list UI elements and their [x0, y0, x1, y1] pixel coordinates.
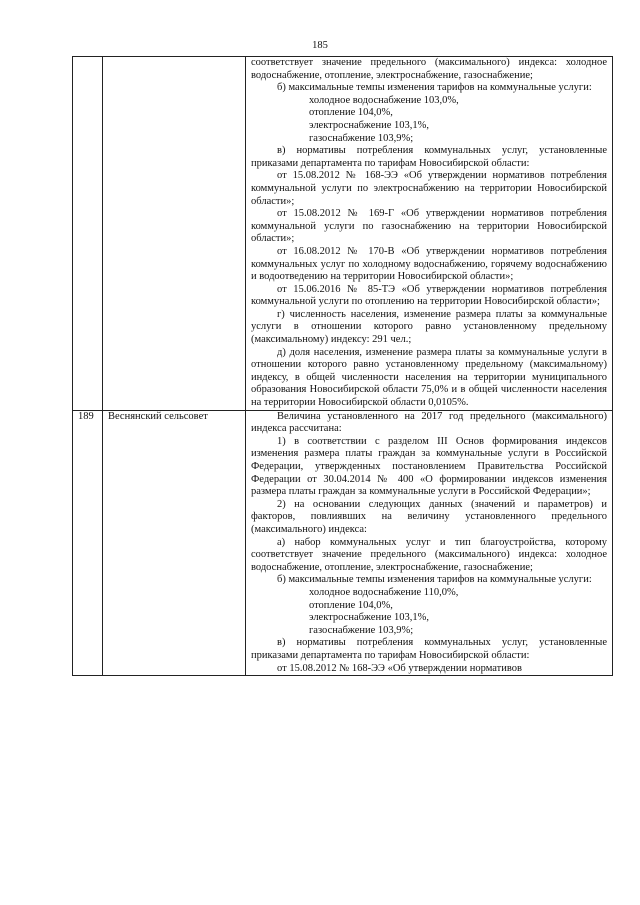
paragraph: г) численность населения, изменение размера платы за коммунальные услуги в отношении которого равно установленному предельному (максимальному) индексу: 291 чел.; [251, 308, 607, 346]
paragraph: от 15.08.2012 № 168-ЭЭ «Об утверждении нормативов [277, 662, 522, 674]
table-row [73, 410, 613, 675]
paragraph: д) доля населения, изменение размера платы за коммунальные услуги в отношении которого равно установленному предельному (максимальному) индексу, в общей численности населения на территории муниципального образования Новосибирской области 75,0% и в общей численности населения на территории Новосибирской области 0,0105%. [251, 346, 607, 409]
page-number: 185 [312, 40, 328, 51]
tariff-item: электроснабжение 103,1%, [309, 612, 429, 624]
paragraph: от 15.08.2012 № 168-ЭЭ «Об утверждении нормативов потребления коммунальной услуги по электроснабжению на территории Новосибирской области»; [251, 170, 607, 207]
municipality-name-cell: Веснянский сельсовет [103, 410, 246, 675]
justification-cell [246, 57, 613, 411]
paragraph: б) максимальные темпы изменения тарифов на коммунальные услуги: [277, 82, 592, 94]
table-row [73, 57, 613, 411]
tariff-item: отопление 104,0%, [309, 599, 393, 611]
tariff-item: газоснабжение 103,9%; [309, 624, 414, 636]
tariff-item: газоснабжение 103,9%; [309, 132, 414, 144]
paragraph: б) максимальные темпы изменения тарифов на коммунальные услуги: [277, 574, 592, 586]
tariff-item: холодное водоснабжение 110,0%, [309, 586, 459, 598]
paragraph: от 15.08.2012 № 169-Г «Об утверждении нормативов потребления коммунальной услуги по газоснабжению на территории Новосибирской области»; [251, 208, 607, 245]
paragraph: соответствует значение предельного (максимального) индекса: холодное водоснабжение, отопление, электроснабжение, газоснабжение; [251, 57, 607, 81]
municipality-name-cell [103, 57, 246, 411]
paragraph: в) нормативы потребления коммунальных услуг, установленные приказами департамента по тарифам Новосибирской области: [251, 145, 607, 169]
paragraph: 1) в соответствии с разделом III Основ формирования индексов изменения размера платы граждан за коммунальные услуги в Российской Федерации, утвержденных постановлением Правительства Российской Федерации от 30.04.2014 № 400 «О формировании индексов изменения размера платы граждан за коммунальные услуги в Российской Федерации»; [251, 435, 607, 498]
paragraph: Величина установленного на 2017 год предельного (максимального) индекса рассчитана: [251, 410, 607, 435]
paragraph: а) набор коммунальных услуг и тип благоустройства, которому соответствует значение предельного (максимального) индекса: холодное водоснабжение, отопление, электроснабжение, газоснабжение; [251, 536, 607, 573]
tariff-item: холодное водоснабжение 103,0%, [309, 94, 459, 106]
paragraph: в) нормативы потребления коммунальных услуг, установленные приказами департамента по тарифам Новосибирской области: [251, 637, 607, 661]
justification-cell [246, 410, 613, 675]
paragraph: от 16.08.2012 № 170-В «Об утверждении нормативов потребления коммунальных услуг по холодному водоснабжению, горячему водоснабжению и водоотведению на территории Новосибирской области»; [251, 245, 607, 283]
tariff-item: отопление 104,0%, [309, 107, 393, 119]
tariff-index-table [72, 56, 613, 676]
row-number-cell: 189 [73, 410, 103, 675]
paragraph: от 15.06.2016 № 85-ТЭ «Об утверждении нормативов потребления коммунальной услуги по отоплению на территории Новосибирской области»; [251, 283, 607, 308]
paragraph: 2) на основании следующих данных (значений и параметров) и факторов, повлиявших на величину установленного предельного (максимального) индекса: [251, 498, 607, 535]
row-number-cell [73, 57, 103, 411]
tariff-item: электроснабжение 103,1%, [309, 119, 429, 131]
